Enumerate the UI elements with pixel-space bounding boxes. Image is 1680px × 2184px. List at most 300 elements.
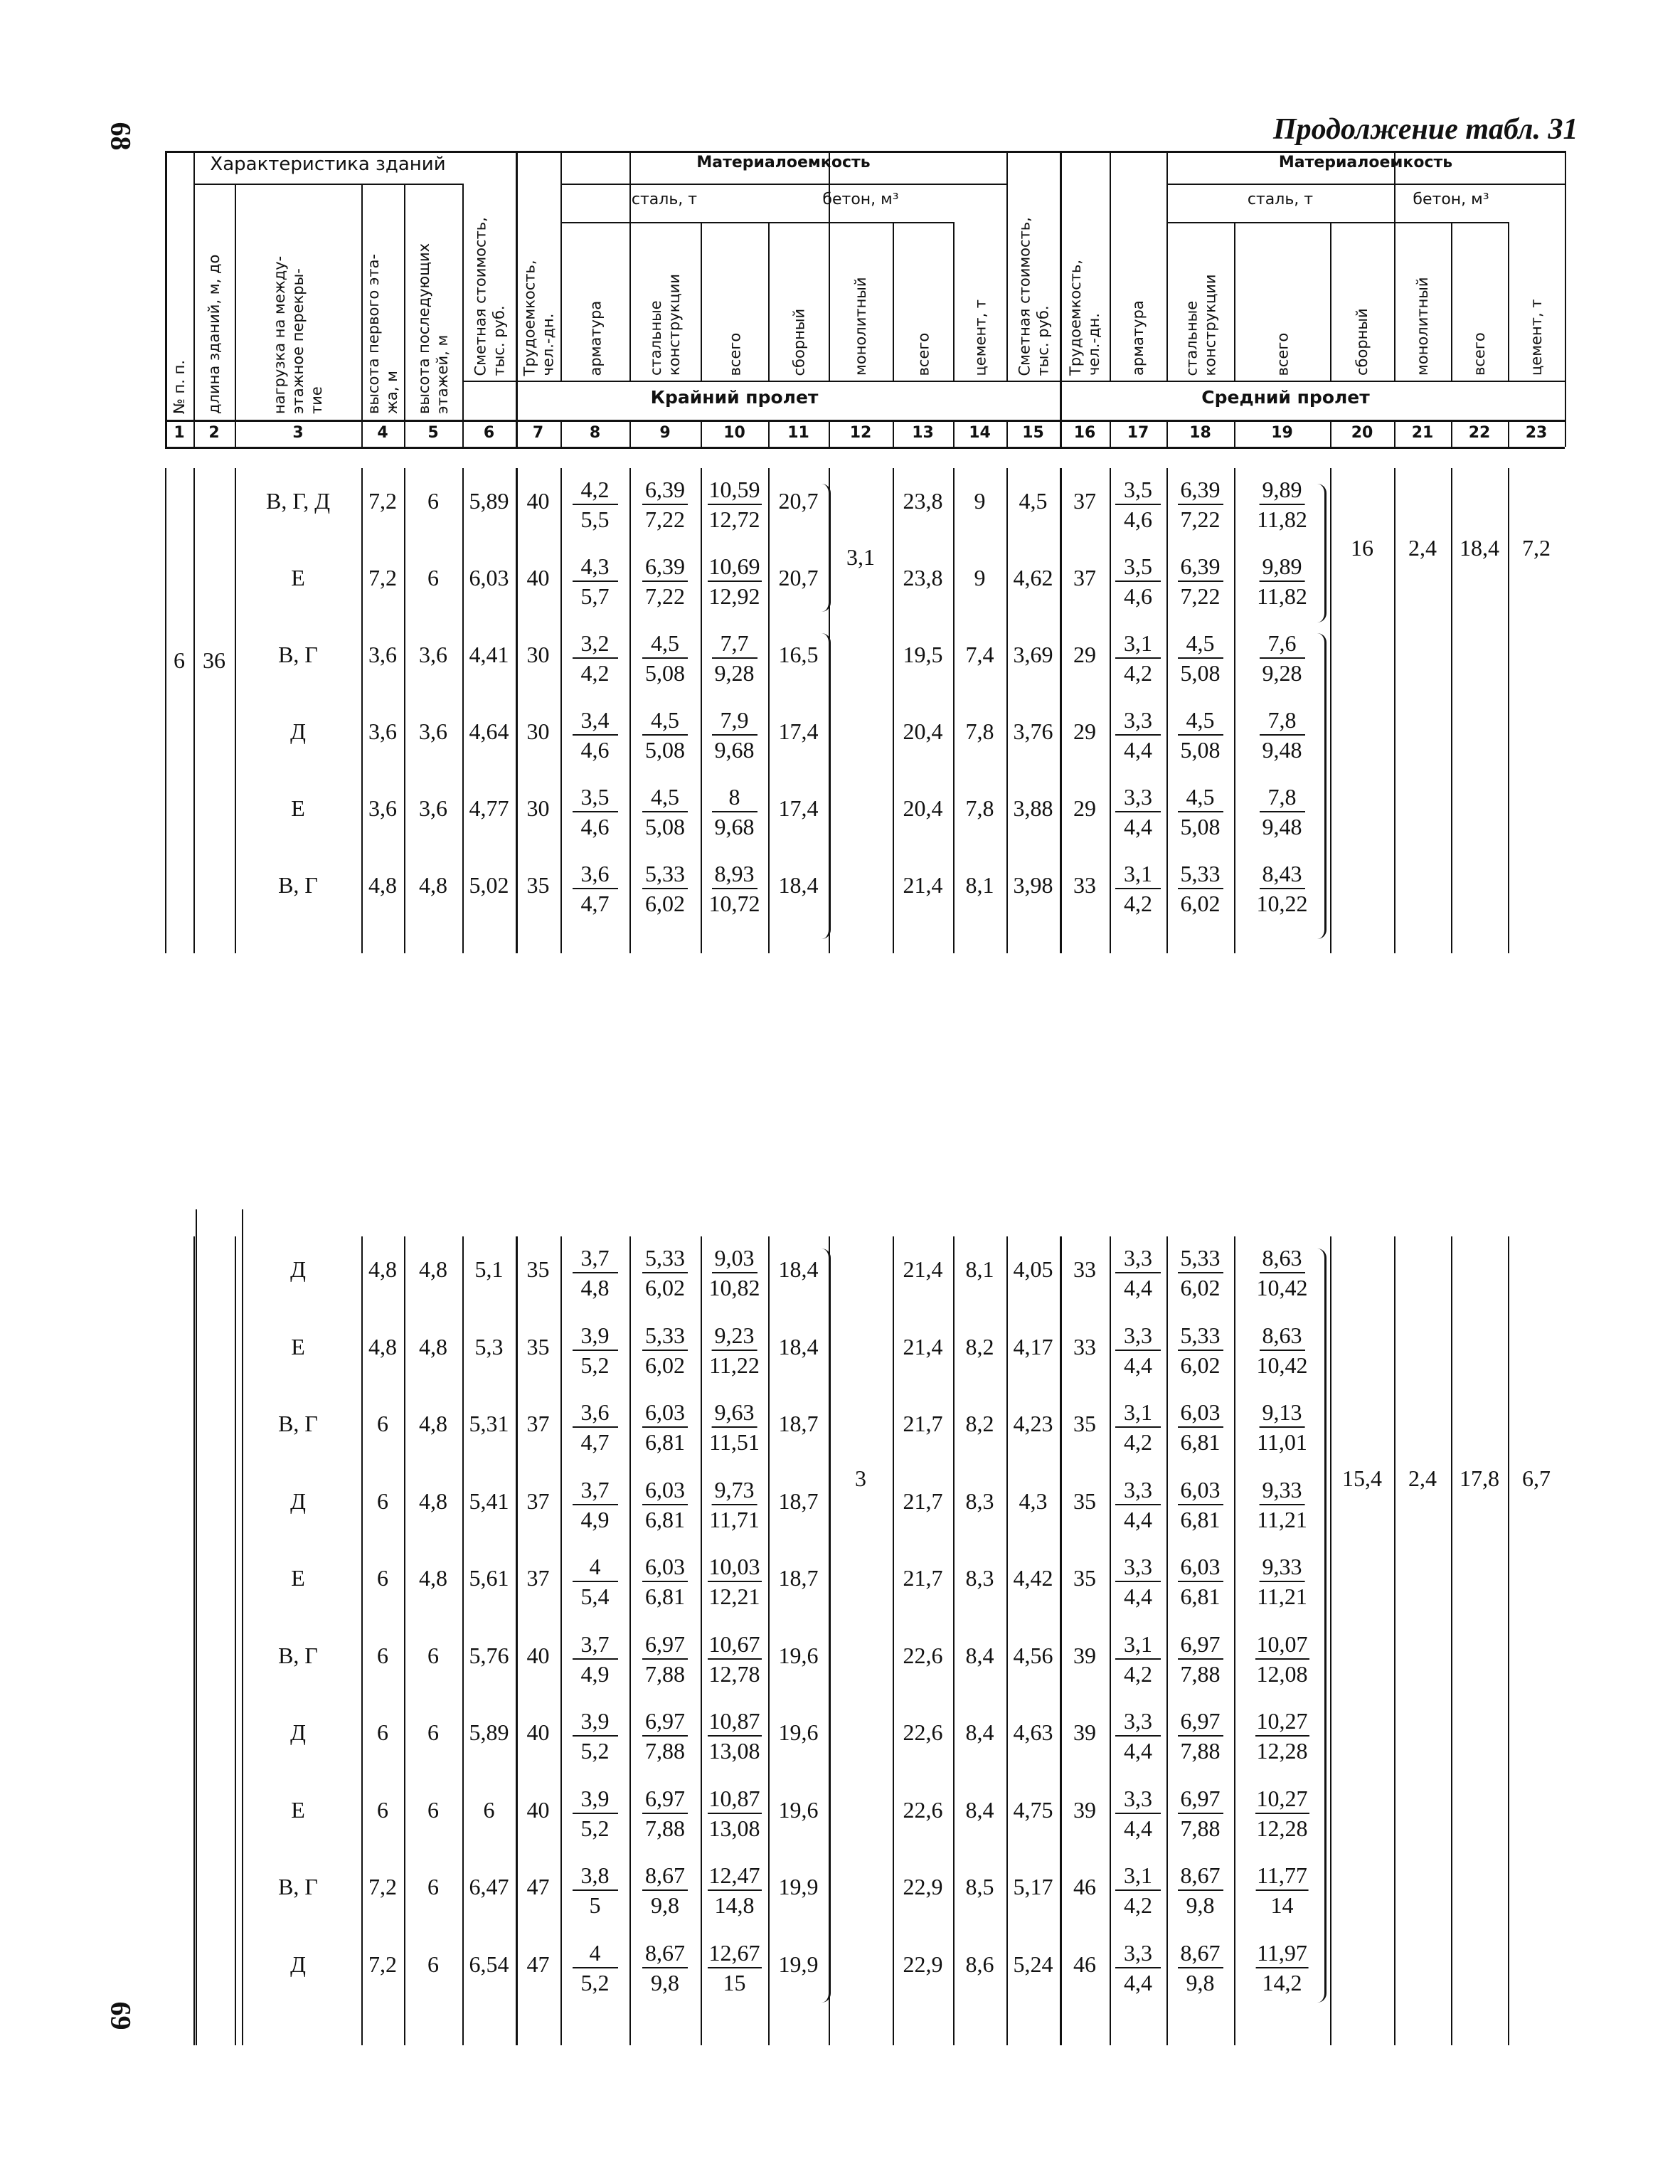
bottom-row-4-first-floor-height: 6 — [377, 1488, 388, 1514]
top-row-4-mid-rebar-numerator: 3,3 — [1115, 706, 1161, 736]
column-number-23: 23 — [1525, 424, 1548, 442]
bottom-row-9-mid-steel-structures — [1178, 1861, 1223, 1919]
top-row-3-mid-rebar-denominator: 4,2 — [1124, 660, 1152, 686]
bottom-mid-cement-merged: 6,7 — [1522, 1465, 1551, 1491]
bottom-body-line-21 — [1451, 1236, 1452, 2045]
bottom-body-line-22 — [1508, 1236, 1509, 2045]
top-row-6-mid-steel-structures-denominator: 6,02 — [1180, 891, 1221, 916]
bottom-row-6-cement: 8,4 — [965, 1642, 994, 1668]
bottom-row-9-mid-labor: 46 — [1073, 1874, 1096, 1899]
top-row-4-mid-steel-total — [1260, 706, 1305, 764]
bottom-row-1-steel-total-numerator: 9,03 — [712, 1244, 757, 1273]
header-col3 — [236, 189, 360, 414]
bottom-row-5-load: Е — [291, 1565, 305, 1591]
bottom-row-9-steel-structures-denominator: 9,8 — [651, 1892, 679, 1918]
bottom-row-1-mid-steel-total — [1255, 1244, 1309, 1302]
bottom-left-margin-line — [196, 1209, 197, 2045]
header-col19 — [1235, 228, 1329, 376]
bottom-row-9-cement: 8,5 — [965, 1874, 994, 1899]
top-row-3-precast-concrete: 16,5 — [778, 642, 819, 667]
bottom-row-3-first-floor-height: 6 — [377, 1411, 388, 1436]
header-colnum-line-8 — [629, 420, 631, 447]
bottom-row-5-next-floor-height: 4,8 — [419, 1565, 447, 1591]
top-row-5-mid-steel-structures — [1178, 783, 1223, 841]
header-colnum-line-7 — [560, 420, 562, 447]
top-row-2-mid-cost: 4,62 — [1013, 565, 1053, 590]
top-row-3-cement: 7,4 — [965, 642, 994, 667]
top-body-line-0 — [165, 468, 166, 953]
header-colnum-line-14 — [1006, 420, 1008, 447]
bottom-row-1-rebar-numerator: 3,7 — [573, 1244, 618, 1273]
header-col21 — [1395, 228, 1450, 376]
bottom-row-6-cost: 5,76 — [469, 1642, 509, 1668]
bottom-row-5-rebar — [573, 1552, 618, 1611]
bottom-row-7-cement: 8,4 — [965, 1719, 994, 1745]
top-row-5-cost: 4,77 — [469, 795, 509, 821]
top-row-5-cement: 7,8 — [965, 795, 994, 821]
bottom-row-4-mid-steel-total-denominator: 11,21 — [1257, 1506, 1307, 1532]
top-row-2-rebar-denominator: 5,7 — [580, 583, 610, 609]
top-row-5-steel-structures-numerator: 4,5 — [642, 783, 688, 812]
bottom-row-6-rebar-denominator: 4,9 — [580, 1660, 610, 1687]
top-row-4-mid-rebar-denominator: 4,4 — [1124, 737, 1152, 763]
header-col2-text: длина зданий, м, до — [206, 254, 223, 414]
header-col1-text: № п. п. — [171, 359, 188, 414]
bottom-row-5-cement: 8,3 — [965, 1565, 994, 1591]
bottom-row-6-mid-cost: 4,56 — [1013, 1642, 1053, 1668]
top-row-3-rebar-numerator: 3,2 — [573, 629, 618, 659]
top-row-4-cement: 7,8 — [965, 719, 994, 744]
header-col3-text: нагрузка на между- этажное перекры- тие — [271, 255, 325, 414]
top-row-1-cost: 5,89 — [469, 488, 509, 514]
bottom-row-6-steel-structures-numerator: 6,97 — [642, 1630, 688, 1660]
bottom-row-2-mid-rebar — [1115, 1321, 1161, 1379]
bottom-row-2-rebar — [573, 1321, 618, 1379]
bottom-row-1-cost: 5,1 — [474, 1256, 504, 1282]
top-row-6-mid-steel-structures-numerator: 5,33 — [1178, 859, 1223, 889]
bottom-row-10-steel-total — [708, 1939, 762, 1997]
steel-right-label: сталь, т — [1247, 191, 1314, 208]
bottom-row-5-mid-rebar-denominator: 4,4 — [1124, 1584, 1152, 1609]
bottom-row-7-labor: 40 — [526, 1719, 550, 1745]
bottom-row-2-steel-structures-numerator: 5,33 — [642, 1321, 688, 1351]
bottom-row-5-mid-cost: 4,42 — [1013, 1565, 1053, 1591]
bottom-row-9-labor: 47 — [526, 1874, 550, 1899]
bottom-row-10-steel-structures-denominator: 9,8 — [651, 1969, 679, 1995]
bottom-row-8-mid-steel-structures-denominator: 7,88 — [1180, 1815, 1221, 1841]
bottom-row-10-mid-rebar — [1115, 1939, 1161, 1997]
bottom-row-6-precast-concrete: 19,6 — [778, 1642, 819, 1668]
top-body-line-16 — [1110, 468, 1111, 953]
bottom-row-8-precast-concrete: 19,6 — [778, 1796, 819, 1823]
top-row-3-mid-steel-total — [1260, 629, 1305, 687]
bottom-row-3-mid-rebar-numerator: 3,1 — [1115, 1398, 1161, 1428]
top-row-3-labor: 30 — [526, 642, 550, 667]
header-col16-text: Трудоемкость, чел.-дн. — [1067, 259, 1102, 376]
top-row-4-mid-steel-total-denominator: 9,48 — [1262, 737, 1302, 763]
bottom-row-6-steel-total — [708, 1630, 762, 1688]
top-row-1-rebar — [573, 475, 618, 534]
header-col8-text: арматура — [586, 300, 604, 376]
top-row-number: 6 — [174, 647, 185, 673]
top-row-6-mid-labor: 33 — [1073, 872, 1096, 898]
bottom-row-1-mid-rebar-numerator: 3,3 — [1115, 1244, 1161, 1273]
bottom-row-8-rebar — [573, 1784, 618, 1843]
bottom-row-10-mid-steel-total-denominator: 14,2 — [1262, 1969, 1302, 1995]
bottom-row-1-mid-steel-structures-numerator: 5,33 — [1178, 1244, 1223, 1273]
header-col13 — [894, 228, 952, 376]
top-row-3-rebar-denominator: 4,2 — [580, 660, 610, 686]
bottom-row-2-mid-steel-structures-numerator: 5,33 — [1178, 1321, 1223, 1351]
top-row-1-next-floor-height: 6 — [427, 488, 439, 514]
column-number-1: 1 — [174, 424, 185, 442]
bottom-row-1-rebar-denominator: 4,8 — [580, 1275, 610, 1300]
bottom-row-3-mid-rebar-denominator: 4,2 — [1124, 1429, 1152, 1455]
bottom-row-3-rebar — [573, 1398, 618, 1456]
header-col23-text: цемент, т — [1528, 299, 1545, 376]
bottom-row-8-labor: 40 — [526, 1796, 550, 1823]
top-row-2-mid-rebar-numerator: 3,5 — [1115, 552, 1161, 582]
bottom-row-1-first-floor-height: 4,8 — [368, 1256, 397, 1282]
header-col4 — [363, 189, 403, 414]
top-precast-brace-2 — [822, 633, 831, 939]
bottom-row-1-steel-structures — [642, 1244, 688, 1302]
bottom-row-3-precast-concrete: 18,7 — [778, 1411, 819, 1436]
top-row-2-next-floor-height: 6 — [427, 565, 439, 590]
top-row-4-load: Д — [290, 719, 306, 744]
bottom-row-1-mid-steel-total-denominator: 10,42 — [1256, 1275, 1308, 1300]
top-row-6-concrete-total: 21,4 — [903, 872, 943, 898]
bottom-row-5-mid-rebar — [1115, 1552, 1161, 1611]
bottom-row-7-rebar-denominator: 5,2 — [580, 1738, 610, 1764]
bottom-row-5-mid-steel-total-denominator: 11,21 — [1257, 1584, 1307, 1609]
bottom-mid-total-brace — [1317, 1249, 1327, 2003]
top-row-4-rebar-denominator: 4,6 — [580, 737, 610, 763]
top-row-5-mid-rebar-denominator: 4,4 — [1124, 814, 1152, 839]
bottom-row-2-mid-rebar-numerator: 3,3 — [1115, 1321, 1161, 1351]
top-row-1-mid-rebar-numerator: 3,5 — [1115, 475, 1161, 505]
steel-left-rule — [560, 222, 768, 223]
bottom-row-1-load: Д — [290, 1256, 306, 1282]
top-row-6-steel-structures — [642, 859, 688, 918]
top-body-line-1 — [193, 468, 195, 953]
bottom-row-9-precast-concrete: 19,9 — [778, 1874, 819, 1899]
bottom-row-2-first-floor-height: 4,8 — [368, 1333, 397, 1359]
bottom-row-2-mid-rebar-denominator: 4,4 — [1124, 1352, 1152, 1378]
bottom-row-5-mid-steel-total — [1255, 1552, 1309, 1611]
bottom-row-4-mid-cost: 4,3 — [1019, 1488, 1048, 1514]
bottom-row-8-mid-steel-total-numerator: 10,27 — [1255, 1784, 1309, 1814]
char-group-label: Характеристика зданий — [210, 154, 446, 175]
bottom-row-7-mid-labor: 39 — [1073, 1719, 1096, 1745]
bottom-row-6-mid-steel-structures-denominator: 7,88 — [1180, 1660, 1221, 1687]
column-number-4: 4 — [377, 424, 388, 442]
bottom-row-8-mid-cost: 4,75 — [1013, 1796, 1053, 1823]
column-number-11: 11 — [787, 424, 809, 442]
bottom-row-6-mid-rebar — [1115, 1630, 1161, 1688]
bottom-row-6-steel-structures — [642, 1630, 688, 1688]
top-body-line-17 — [1166, 468, 1168, 953]
bottom-row-8-next-floor-height: 6 — [427, 1796, 439, 1823]
material-right-label: Материалоемкость — [1278, 154, 1453, 171]
top-row-6-steel-structures-numerator: 5,33 — [642, 859, 688, 889]
top-row-5-load: Е — [291, 795, 305, 821]
bottom-row-4-rebar-denominator: 4,9 — [580, 1506, 610, 1532]
bottom-row-8-mid-rebar-denominator: 4,4 — [1124, 1815, 1152, 1841]
top-mid-precast-merged: 16 — [1351, 535, 1373, 561]
header-col19-text: всего — [1273, 332, 1291, 376]
column-number-12: 12 — [849, 424, 872, 442]
bottom-row-3-steel-structures-numerator: 6,03 — [642, 1398, 688, 1428]
bottom-body-line-1 — [193, 1236, 195, 2045]
bottom-row-4-steel-structures — [642, 1475, 688, 1534]
bottom-row-3-mid-steel-total-numerator: 9,13 — [1260, 1398, 1305, 1428]
bottom-row-3-mid-steel-structures — [1178, 1398, 1223, 1456]
top-row-6-labor: 35 — [526, 872, 550, 898]
bottom-row-7-mid-steel-structures — [1178, 1707, 1223, 1765]
top-row-1-first-floor-height: 7,2 — [368, 488, 397, 514]
bottom-row-1-steel-structures-numerator: 5,33 — [642, 1244, 688, 1273]
bottom-row-9-steel-structures-numerator: 8,67 — [642, 1861, 688, 1891]
bottom-row-6-mid-rebar-denominator: 4,2 — [1124, 1660, 1152, 1687]
header-colnum-line-18 — [1234, 420, 1235, 447]
bottom-row-3-mid-steel-structures-numerator: 6,03 — [1178, 1398, 1223, 1428]
concrete-right-label: бетон, м³ — [1413, 191, 1489, 208]
bottom-row-6-concrete-total: 22,6 — [903, 1642, 943, 1668]
bottom-row-10-first-floor-height: 7,2 — [368, 1951, 397, 1977]
bottom-row-2-mid-labor: 33 — [1073, 1333, 1096, 1359]
top-row-6-mid-rebar-denominator: 4,2 — [1124, 891, 1152, 916]
bottom-row-1-rebar — [573, 1244, 618, 1302]
top-row-4-steel-total-numerator: 7,9 — [712, 706, 757, 736]
bottom-row-8-mid-steel-structures — [1178, 1784, 1223, 1843]
bottom-row-8-mid-steel-total-denominator: 12,28 — [1256, 1815, 1308, 1841]
bottom-row-9-mid-steel-total-denominator: 14 — [1270, 1892, 1294, 1918]
concrete-left-label: бетон, м³ — [822, 191, 899, 208]
top-row-1-mid-cost: 4,5 — [1019, 488, 1048, 514]
bottom-row-4-mid-steel-structures — [1178, 1475, 1223, 1534]
bottom-row-7-steel-total-denominator: 13,08 — [708, 1738, 760, 1764]
header-col5 — [405, 189, 461, 414]
bottom-row-8-mid-rebar — [1115, 1784, 1161, 1843]
top-row-3-mid-steel-total-denominator: 9,28 — [1262, 660, 1302, 686]
top-row-6-steel-structures-denominator: 6,02 — [645, 891, 685, 916]
bottom-row-6-rebar-numerator: 3,7 — [573, 1630, 618, 1660]
top-row-3-mid-labor: 29 — [1073, 642, 1096, 667]
bottom-precast-brace — [822, 1249, 831, 2003]
bottom-row-2-cost: 5,3 — [474, 1333, 504, 1359]
bottom-row-1-steel-structures-denominator: 6,02 — [645, 1275, 685, 1300]
bottom-row-2-mid-steel-total — [1255, 1321, 1309, 1379]
bottom-row-5-steel-structures-denominator: 6,81 — [645, 1584, 685, 1609]
bottom-row-1-next-floor-height: 4,8 — [419, 1256, 447, 1282]
bottom-row-3-next-floor-height: 4,8 — [419, 1411, 447, 1436]
bottom-row-8-rebar-denominator: 5,2 — [580, 1815, 610, 1841]
column-number-8: 8 — [589, 424, 601, 442]
bottom-row-1-precast-concrete: 18,4 — [778, 1256, 819, 1282]
top-row-4-mid-rebar — [1115, 706, 1161, 764]
top-row-3-steel-total — [712, 629, 757, 687]
material-right-rule — [1166, 184, 1565, 185]
bottom-length-line — [242, 1209, 243, 2045]
header-col1 — [166, 157, 192, 414]
header-col18-text: стальные конструкции — [1182, 273, 1218, 376]
header-col10 — [702, 228, 767, 376]
bottom-row-6-mid-rebar-numerator: 3,1 — [1115, 1630, 1161, 1660]
bottom-row-3-concrete-total: 21,7 — [903, 1411, 943, 1436]
bottom-row-7-mid-rebar-denominator: 4,4 — [1124, 1738, 1152, 1764]
top-row-3-rebar — [573, 629, 618, 687]
top-row-5-concrete-total: 20,4 — [903, 795, 943, 821]
bottom-row-3-steel-total — [708, 1398, 761, 1456]
top-row-6-steel-total-numerator: 8,93 — [712, 859, 757, 889]
bottom-row-9-first-floor-height: 7,2 — [368, 1874, 397, 1899]
bottom-row-4-steel-structures-denominator: 6,81 — [645, 1506, 685, 1532]
top-row-1-labor: 40 — [526, 488, 550, 514]
bottom-row-8-mid-steel-structures-numerator: 6,97 — [1178, 1784, 1223, 1814]
header-col22-text: всего — [1471, 332, 1488, 376]
bottom-row-9-load: В, Г — [278, 1874, 318, 1899]
top-row-2-mid-steel-total-numerator: 9,89 — [1260, 552, 1305, 582]
bottom-row-9-next-floor-height: 6 — [427, 1874, 439, 1899]
top-body-line-8 — [629, 468, 631, 953]
bottom-row-10-mid-labor: 46 — [1073, 1951, 1096, 1977]
top-row-2-steel-structures — [642, 552, 688, 610]
bottom-row-7-load: Д — [290, 1719, 306, 1745]
bottom-row-2-steel-structures — [642, 1321, 688, 1379]
top-body-line-18 — [1234, 468, 1235, 953]
header-col13-text: всего — [914, 332, 932, 376]
bottom-row-4-mid-steel-total-numerator: 9,33 — [1260, 1475, 1305, 1505]
bottom-row-7-rebar-numerator: 3,9 — [573, 1707, 618, 1737]
bottom-row-6-steel-total-denominator: 12,78 — [708, 1660, 760, 1687]
bottom-row-10-mid-rebar-denominator: 4,4 — [1124, 1969, 1152, 1995]
top-row-5-mid-steel-total — [1260, 783, 1305, 841]
bottom-row-10-next-floor-height: 6 — [427, 1951, 439, 1977]
top-row-1-mid-steel-structures-denominator: 7,22 — [1180, 507, 1221, 532]
steel-left-label: сталь, т — [631, 191, 698, 208]
bottom-row-4-cement: 8,3 — [965, 1488, 994, 1514]
top-row-5-labor: 30 — [526, 795, 550, 821]
header-col9 — [631, 228, 699, 376]
bottom-row-5-steel-structures-numerator: 6,03 — [642, 1552, 688, 1582]
top-row-3-mid-rebar — [1115, 629, 1161, 687]
header-col12-text: монолитный — [852, 277, 869, 376]
top-row-2-mid-rebar-denominator: 4,6 — [1124, 583, 1152, 609]
steel-right-rule — [1166, 222, 1394, 223]
top-row-4-rebar — [573, 706, 618, 764]
top-row-3-mid-steel-structures-denominator: 5,08 — [1180, 660, 1221, 686]
bottom-row-7-concrete-total: 22,6 — [903, 1719, 943, 1745]
top-row-5-steel-total-denominator: 9,68 — [714, 814, 755, 839]
bottom-row-10-mid-rebar-numerator: 3,3 — [1115, 1939, 1161, 1968]
top-row-5-steel-total-numerator: 8 — [712, 783, 757, 812]
page-number-bottom: 69 — [105, 2001, 137, 2030]
bottom-row-7-steel-structures-denominator: 7,88 — [645, 1738, 685, 1764]
top-row-4-mid-steel-structures — [1178, 706, 1223, 764]
column-number-5: 5 — [427, 424, 439, 442]
top-row-6-steel-total-denominator: 10,72 — [708, 891, 760, 916]
bottom-row-9-mid-rebar — [1115, 1861, 1161, 1919]
bottom-row-10-steel-total-numerator: 12,67 — [708, 1939, 762, 1968]
top-row-3-mid-steel-total-numerator: 7,6 — [1260, 629, 1305, 659]
bottom-row-8-mid-labor: 39 — [1073, 1796, 1096, 1823]
bottom-row-8-first-floor-height: 6 — [377, 1796, 388, 1823]
header-col7-text: Трудоемкость, чел.-дн. — [520, 259, 556, 376]
bottom-row-1-mid-steel-total-numerator: 8,63 — [1260, 1244, 1305, 1273]
bottom-row-2-steel-total-denominator: 11,22 — [709, 1352, 760, 1378]
bottom-row-2-mid-steel-total-denominator: 10,42 — [1256, 1352, 1308, 1378]
top-row-6-precast-concrete: 18,4 — [778, 872, 819, 898]
top-building-length: 36 — [203, 647, 225, 673]
top-row-6-load: В, Г — [278, 872, 318, 898]
bottom-row-6-rebar — [573, 1630, 618, 1688]
top-row-3-steel-structures — [642, 629, 688, 687]
top-row-5-precast-concrete: 17,4 — [778, 795, 819, 821]
top-row-5-mid-cost: 3,88 — [1013, 795, 1053, 821]
top-body-line-9 — [701, 468, 702, 953]
bottom-row-2-cement: 8,2 — [965, 1333, 994, 1359]
top-row-4-rebar-numerator: 3,4 — [573, 706, 618, 736]
top-row-6-rebar — [573, 859, 618, 918]
bottom-row-5-mid-rebar-numerator: 3,3 — [1115, 1552, 1161, 1582]
header-col23 — [1509, 189, 1563, 376]
bottom-row-2-next-floor-height: 4,8 — [419, 1333, 447, 1359]
bottom-row-7-mid-steel-total-numerator: 10,27 — [1255, 1707, 1309, 1737]
header-col11 — [770, 228, 827, 376]
column-number-16: 16 — [1073, 424, 1096, 442]
header-col5-text: высота последующих этажей, м — [415, 243, 451, 414]
bottom-row-4-next-floor-height: 4,8 — [419, 1488, 447, 1514]
header-col15 — [1008, 157, 1058, 376]
bottom-row-7-steel-total — [708, 1707, 762, 1765]
concrete-left-rule — [768, 222, 953, 223]
bottom-body-line-16 — [1110, 1236, 1111, 2045]
material-left-rule — [560, 184, 1006, 185]
bottom-row-9-mid-steel-structures-denominator: 9,8 — [1186, 1892, 1215, 1918]
bottom-row-3-mid-steel-structures-denominator: 6,81 — [1180, 1429, 1221, 1455]
top-row-5-steel-total — [712, 783, 757, 841]
top-row-5-first-floor-height: 3,6 — [368, 795, 397, 821]
bottom-body-line-19 — [1330, 1236, 1331, 2045]
top-row-1-mid-steel-structures-numerator: 6,39 — [1178, 475, 1223, 505]
bottom-row-10-rebar — [573, 1939, 618, 1997]
bottom-row-4-concrete-total: 21,7 — [903, 1488, 943, 1514]
bottom-row-7-mid-cost: 4,63 — [1013, 1719, 1053, 1745]
top-row-3-steel-structures-numerator: 4,5 — [642, 629, 688, 659]
bottom-row-9-mid-rebar-numerator: 3,1 — [1115, 1861, 1161, 1891]
header-colnum-line-16 — [1110, 420, 1111, 447]
bottom-row-9-steel-total-numerator: 12,47 — [708, 1861, 762, 1891]
bottom-row-1-labor: 35 — [526, 1256, 550, 1282]
bottom-row-7-steel-structures-numerator: 6,97 — [642, 1707, 688, 1737]
top-row-4-steel-total — [712, 706, 757, 764]
top-row-1-rebar-numerator: 4,2 — [573, 475, 618, 505]
bottom-row-1-mid-rebar-denominator: 4,4 — [1124, 1275, 1152, 1300]
top-row-1-mid-steel-total — [1255, 475, 1309, 534]
header-col6-text: Сметная стоимость, тыс. руб. — [471, 216, 507, 376]
bottom-row-10-mid-steel-structures-numerator: 8,67 — [1178, 1939, 1223, 1968]
header-colnum-line-9 — [701, 420, 702, 447]
bottom-row-1-mid-rebar — [1115, 1244, 1161, 1302]
bottom-mid-concrete-total-merged: 17,8 — [1460, 1465, 1499, 1491]
top-row-4-steel-total-denominator: 9,68 — [714, 737, 755, 763]
bottom-body-line-20 — [1394, 1236, 1395, 2045]
top-mid-cement-merged: 7,2 — [1522, 535, 1551, 561]
header-colnum-line-17 — [1166, 420, 1168, 447]
top-row-2-rebar — [573, 552, 618, 610]
top-row-2-mid-rebar — [1115, 552, 1161, 610]
